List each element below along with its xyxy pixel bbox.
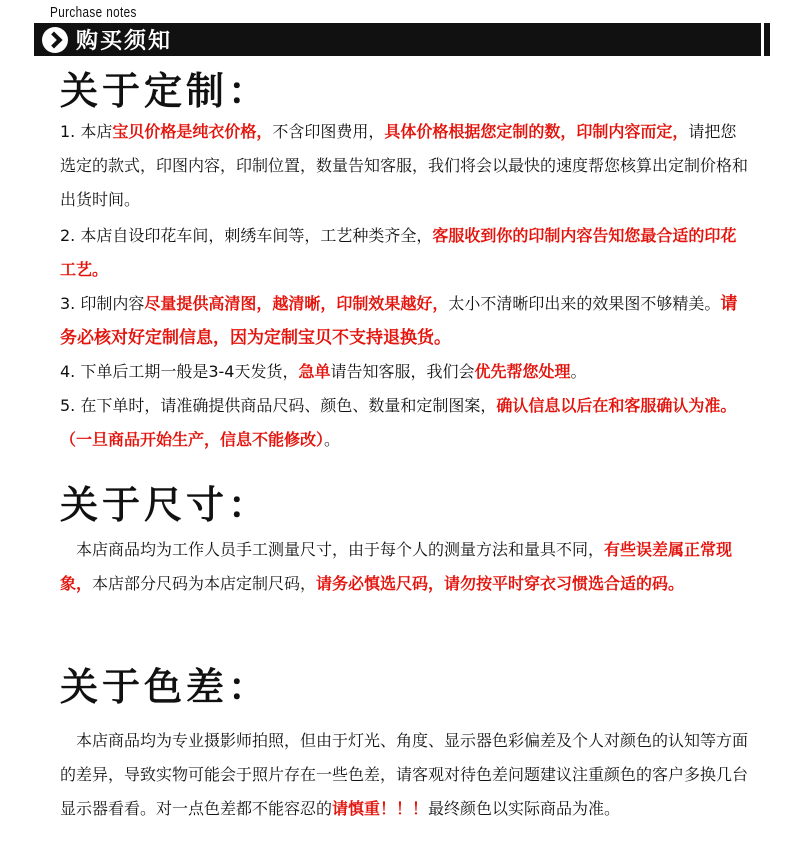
- text: 不含印图费用，: [272, 122, 385, 141]
- text: 本店部分尺码为本店定制尺码，: [92, 574, 317, 593]
- custom-item-3: [60, 287, 750, 355]
- chevron-right-icon: [42, 27, 68, 53]
- size-paragraph: [60, 533, 750, 601]
- custom-item-4: [60, 355, 750, 389]
- custom-item-1: [60, 115, 750, 217]
- text: 太小不清晰印出来的效果图不够精美。: [448, 294, 721, 313]
- color-paragraph: [60, 724, 750, 826]
- highlight: 请慎重！！！: [332, 799, 429, 818]
- text: 本店商品均为工作人员手工测量尺寸，由于每个人的测量方法和量具不同，: [76, 540, 605, 559]
- banner-title: 购买须知: [76, 29, 173, 54]
- highlight: 具体价格根据您定制的数，印制内容而定，: [384, 122, 689, 141]
- highlight: 宝贝价格是纯衣价格，: [112, 122, 273, 141]
- text: 1. 本店: [60, 122, 113, 141]
- custom-item-5: [60, 389, 750, 457]
- header-banner: [34, 23, 770, 56]
- text: 最终颜色以实际商品为准。: [428, 799, 621, 818]
- text: 5. 在下单时，请准确提供商品尺码、颜色、数量和定制图案，: [60, 396, 497, 415]
- highlight: 请务必慎选尺码，请勿按平时穿衣习惯选合适的码。: [316, 574, 685, 593]
- highlight: 有些误差属正常现象，: [60, 540, 733, 593]
- highlight: 优先帮您处理: [474, 362, 571, 381]
- section-title-size: 关于尺寸：: [60, 483, 271, 527]
- highlight: 客服收到你的印制内容告知您最合适的印花工艺。: [60, 226, 737, 279]
- top-label: Purchase notes: [50, 4, 137, 21]
- banner-end-bar: [761, 23, 770, 56]
- text: 请把您选定的款式，印图内容，印制位置，数量告知客服，我们将会以最快的速度帮您核算出定制价格和出货时间。: [60, 122, 749, 209]
- text: 2. 本店自设印花车间，刺绣车间等，工艺种类齐全，: [60, 226, 433, 245]
- text: 4. 下单后工期一般是3-4天发货，: [60, 362, 299, 381]
- text: 。: [570, 362, 587, 381]
- highlight: 急单: [298, 362, 331, 381]
- highlight: 尽量提供高清图，越清晰，印制效果越好，: [144, 294, 449, 313]
- text: 3. 印制内容: [60, 294, 145, 313]
- section-title-color: 关于色差：: [60, 665, 271, 709]
- section-title-custom: 关于定制：: [60, 69, 271, 113]
- highlight: 确认信息以后在和客服确认为准。（一旦商品开始生产，信息不能修改）: [60, 396, 737, 449]
- text: 请告知客服，我们会: [330, 362, 475, 381]
- warning-text: 请务必核对好定制信息，因为定制宝贝不支持退换货。: [60, 294, 738, 348]
- text: 本店商品均为专业摄影师拍照，但由于灯光、角度、显示器色彩偏差及个人对颜色的认知等方面的差异，导致实物可能会于照片存在一些色差，请客观对待色差问题建议注重颜色的客户多换几台显示器看看。对一点色差都不能容忍的: [60, 731, 749, 818]
- custom-item-2: [60, 219, 750, 287]
- text: 。: [324, 430, 341, 449]
